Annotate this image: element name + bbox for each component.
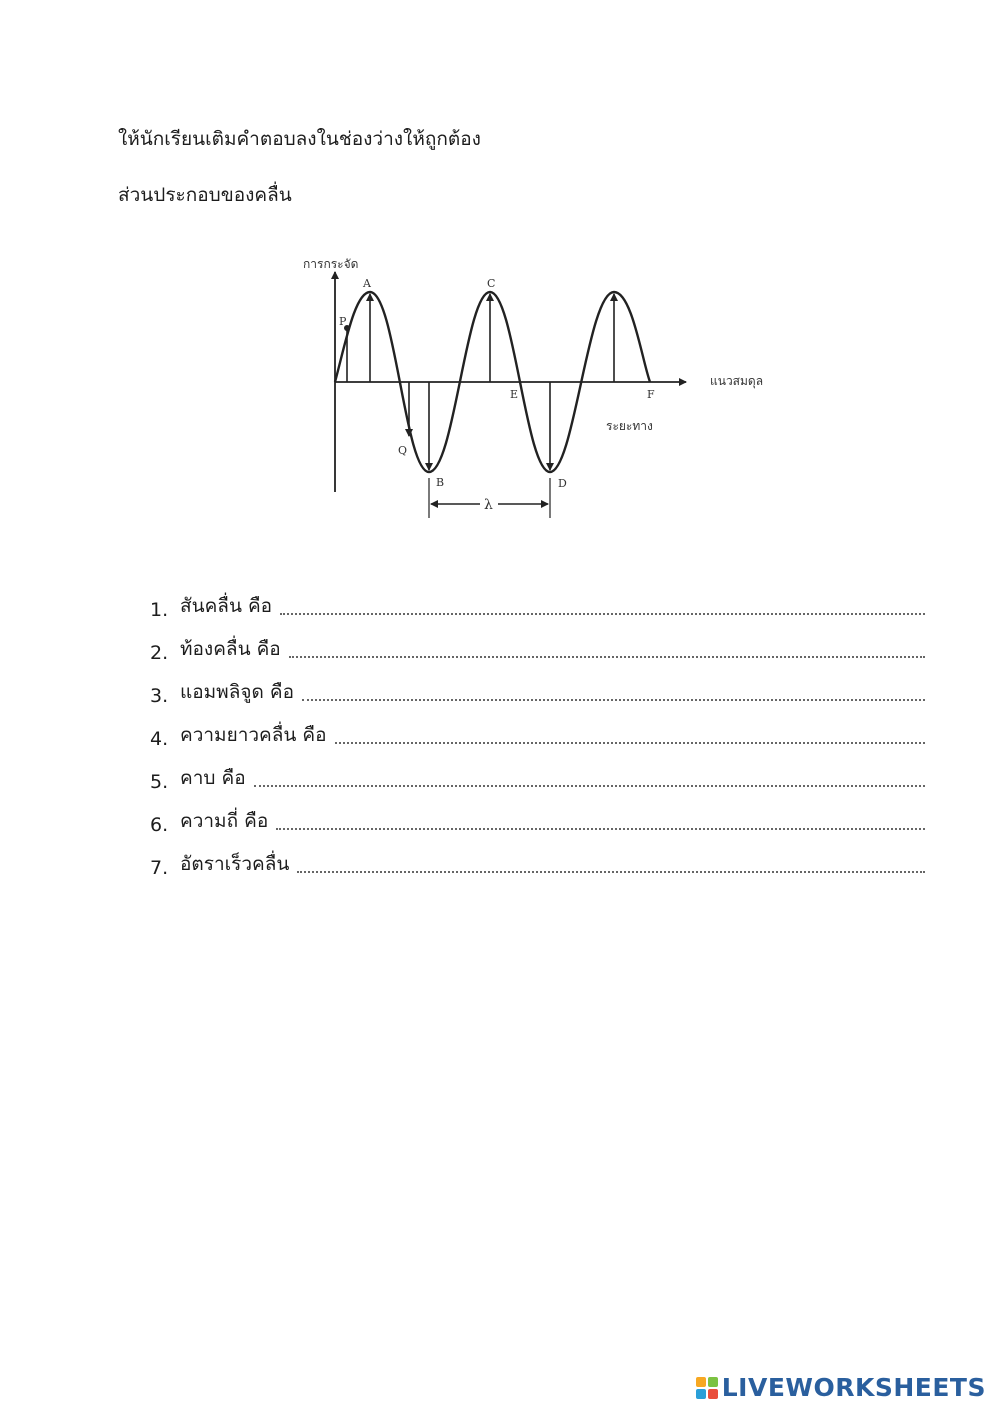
question-number: 2. <box>150 642 169 664</box>
question-row <box>150 793 925 836</box>
point-label-a: A <box>363 277 371 290</box>
question-row <box>150 664 925 707</box>
question-number: 5. <box>150 771 169 793</box>
logo-square-icon <box>696 1377 706 1387</box>
answer-field[interactable] <box>276 828 925 830</box>
question-number: 1. <box>150 599 169 621</box>
question-label: ความยาวคลื่น คือ <box>180 724 327 746</box>
section-title: ส่วนประกอบของคลื่น <box>118 184 292 206</box>
answer-field[interactable] <box>280 613 925 615</box>
instruction-text: ให้นักเรียนเติมคำตอบลงในช่องว่างให้ถูกต้อง <box>118 128 481 150</box>
answer-field[interactable] <box>289 656 925 658</box>
question-label: สันคลื่น คือ <box>180 595 273 617</box>
answer-field[interactable] <box>297 871 925 873</box>
answer-field[interactable] <box>302 699 925 701</box>
answer-field[interactable] <box>254 785 925 787</box>
question-number: 7. <box>150 857 169 879</box>
logo-square-icon <box>708 1389 718 1399</box>
logo-icon <box>696 1377 718 1399</box>
point-label-e: E <box>510 388 519 401</box>
point-label-c: C <box>487 277 496 290</box>
point-label-b: B <box>436 476 445 489</box>
question-label: คาบ คือ <box>180 767 246 789</box>
question-row <box>150 836 925 879</box>
logo-text: LIVEWORKSHEETS <box>721 1373 986 1402</box>
question-label: แอมพลิจูด คือ <box>180 681 294 703</box>
answer-field[interactable] <box>335 742 925 744</box>
x-axis-label: แนวสมดุล <box>710 374 764 388</box>
point-label-q: Q <box>398 444 408 457</box>
y-axis-label: การกระจัด <box>303 257 359 271</box>
wave-diagram <box>290 250 810 530</box>
point-label-d: D <box>558 477 567 490</box>
question-row <box>150 707 925 750</box>
question-list <box>150 578 925 879</box>
question-label: ท้องคลื่น คือ <box>180 638 281 660</box>
question-number: 4. <box>150 728 169 750</box>
question-label: อัตราเร็วคลื่น <box>180 853 290 875</box>
logo-square-icon <box>708 1377 718 1387</box>
question-number: 6. <box>150 814 169 836</box>
logo-square-icon <box>696 1389 706 1399</box>
question-row <box>150 621 925 664</box>
point-label-p: P <box>339 315 347 328</box>
point-label-f: F <box>647 388 655 401</box>
wavelength-symbol: λ <box>484 497 493 513</box>
question-row <box>150 750 925 793</box>
question-row <box>150 578 925 621</box>
question-label: ความถี่ คือ <box>180 810 269 832</box>
liveworksheets-logo[interactable] <box>696 1373 986 1402</box>
distance-label: ระยะทาง <box>606 419 653 433</box>
question-number: 3. <box>150 685 169 707</box>
